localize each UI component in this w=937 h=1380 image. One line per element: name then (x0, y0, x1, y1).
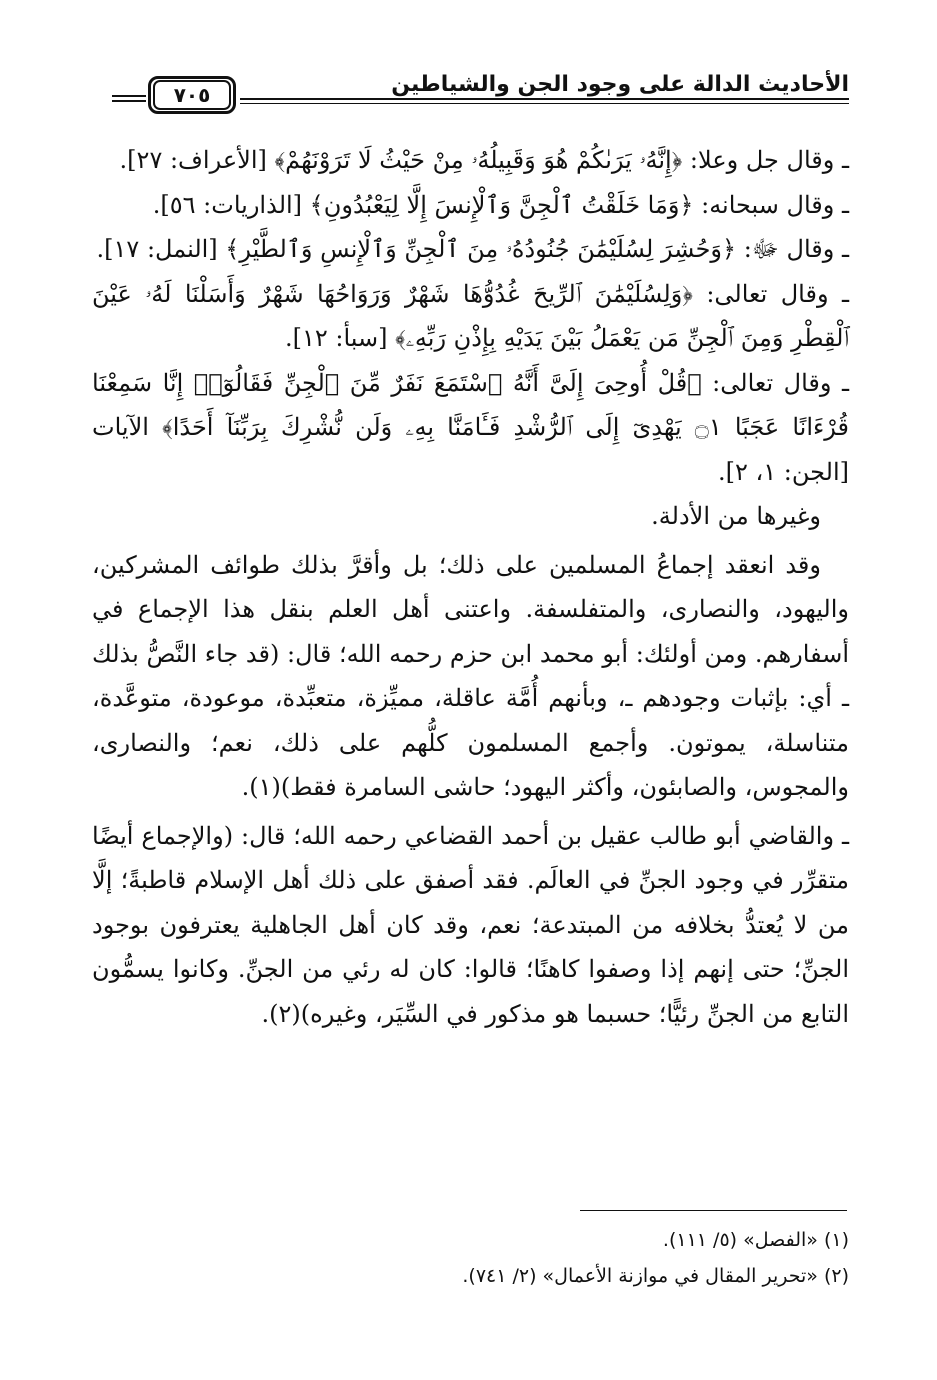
footnote-separator (580, 1210, 847, 1211)
page-number: ٧٠٥ (153, 80, 231, 110)
header-rule (112, 100, 146, 102)
header-rule (240, 103, 849, 104)
paragraph: ـ وقال ﷻ: ﴿وَحُشِرَ لِسُلَيْمَٰنَ جُنُودُهُۥ مِنَ ٱلْجِنِّ وَٱلْإِنسِ وَٱلطَّيْرِ﴾ [النمل: ١٧]. (96, 235, 849, 263)
page-header (112, 64, 849, 124)
running-title: الأحاديث الدالة على وجود الجن والشياطين (391, 72, 849, 97)
footnote: (٢) «تحرير المقال في موازنة الأعمال» (٢/ ٧٤١). (462, 1265, 849, 1287)
paragraph: وغيرها من الأدلة. (651, 502, 821, 530)
page-number-frame (148, 76, 236, 114)
paragraph: ـ وقال سبحانه: ﴿وَمَا خَلَقْتُ ٱلْجِنَّ وَٱلْإِنسَ إِلَّا لِيَعْبُدُونِ﴾ [الذاريات: ٥٦]. (152, 190, 849, 219)
header-rule (240, 98, 849, 100)
footnotes (92, 1222, 849, 1294)
paragraph: ـ وقال جل وعلا: ﴿إِنَّهُۥ يَرَىٰكُمْ هُوَ وَقَبِيلُهُۥ مِنْ حَيْثُ لَا تَرَوْنَهُمْ﴾ [الأعراف: ٢٧]. (119, 146, 849, 174)
footnote: (١) «الفصل» (٥/ ١١١). (662, 1229, 849, 1251)
paragraph: ـ والقاضي أبو طالب عقيل بن أحمد القضاعي رحمه الله؛ قال: (والإجماع أيضًا متقرِّر في وجود الجنِّ في العالَم. فقد أصفق على ذلك أهل الإسلام قاطبةً؛ إلَّا من لا يُعتدُّ بخلافه من المبتدعة؛ نعم، وقد كان أهل الجاهلية يعترفون بوجود الجنِّ؛ حتى إنهم إذا وصفوا كاهنًا؛ قالوا: كان له رئي من الجنِّ. وكانوا يسمُّون التابع من الجنِّ رئيًّا؛ حسبما هو مذكور في السِّيَر، وغيره)(٢). (92, 821, 849, 1028)
paragraph: ـ وقال تعالى: ﴿وَلِسُلَيْمَٰنَ ٱلرِّيحَ غُدُوُّهَا شَهْرٌ وَرَوَاحُهَا شَهْرٌ وَأَسَلْنَا لَهُۥ عَيْنَ ٱلْقِطْرِ وَمِنَ ٱلْجِنِّ مَن يَعْمَلُ بَيْنَ يَدَيْهِ بِإِذْنِ رَبِّهِۦ﴾ [سبأ: ١٢]. (92, 279, 849, 352)
paragraph: ـ وقال تعالى: ﴿قُلْ أُوحِىَ إِلَىَّ أَنَّهُ ٱسْتَمَعَ نَفَرٌ مِّنَ ٱلْجِنِّ فَقَالُوٓا۟ إِنَّا سَمِعْنَا قُرْءَانًا عَجَبًا ۝١ يَهْدِىٓ إِلَى ٱلرُّشْدِ فَـَٔامَنَّا بِهِۦ وَلَن نُّشْرِكَ بِرَبِّنَآ أَحَدًا﴾ الآيات [الجن: ١، ٢]. (92, 368, 849, 486)
main-text (92, 138, 849, 1036)
header-rule (112, 95, 146, 97)
paragraph: وقد انعقد إجماعُ المسلمين على ذلك؛ بل وأقرَّ بذلك طوائف المشركين، واليهود، والنصارى، والمتفلسفة. واعتنى أهل العلم بنقل هذا الإجماع في أسفارهم. ومن أولئك: أبو محمد ابن حزم رحمه الله؛ قال: (قد جاء النَّصُّ بذلك ـ أي: بإثبات وجودهم ـ، وبأنهم أُمَّة عاقلة، مميِّزة، متعبِّدة، موعودة، متوعَّدة، متناسلة، يموتون. وأجمع المسلمون كلُّهم على ذلك، نعم؛ والنصارى، والمجوس، والصابئون، وأكثر اليهود؛ حاشى السامرة فقط)(١). (92, 550, 850, 801)
